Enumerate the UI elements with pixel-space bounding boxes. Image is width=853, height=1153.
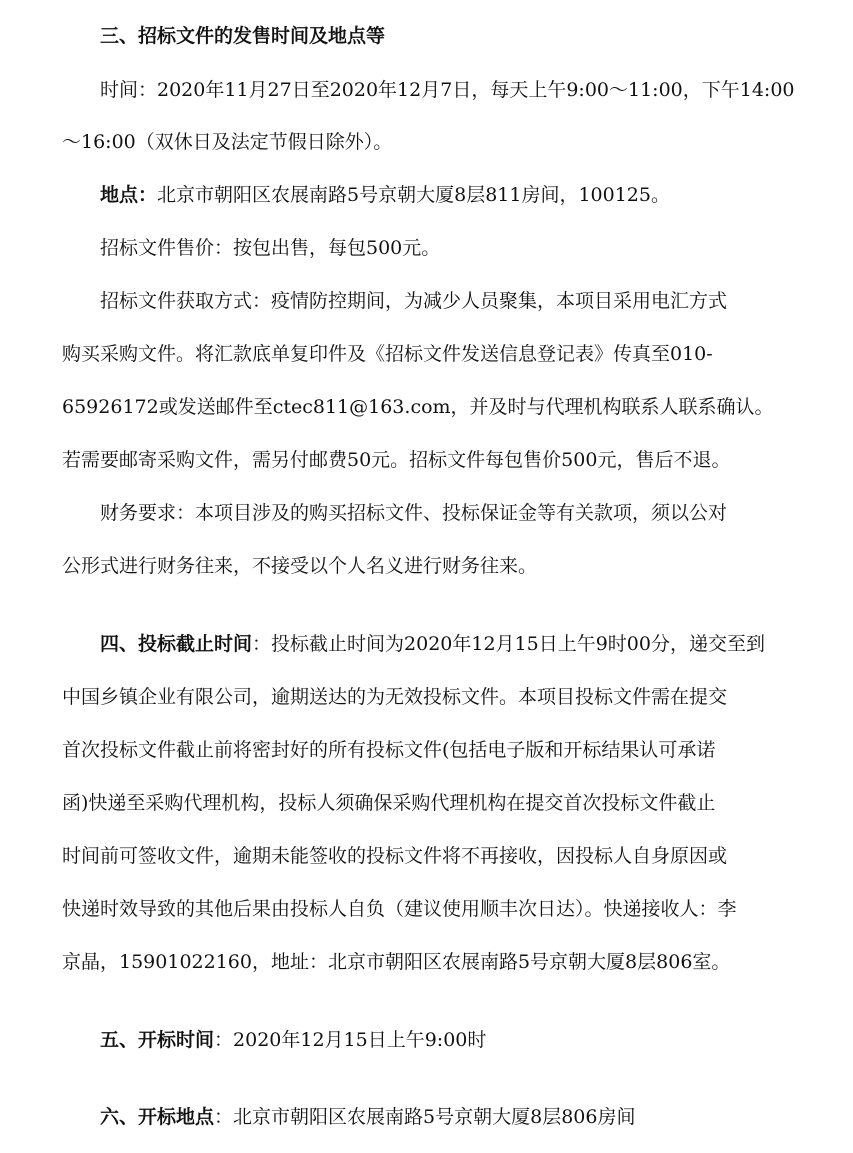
section4-heading: 四、投标截止时间 <box>100 633 253 655</box>
method-line-1: 招标文件获取方式：疫情防控期间，为减少人员聚集，本项目采用电汇方式 <box>100 290 728 312</box>
section4-line-3: 首次投标文件截止前将密封好的所有投标文件(包括电子版和开标结果认可承诺 <box>62 739 716 761</box>
section5-line <box>100 1020 802 1060</box>
price-line: 招标文件售价：按包出售，每包500元。 <box>100 237 441 259</box>
sale-location-line <box>100 175 802 215</box>
method-line-2: 购买采购文件。将汇款底单复印件及《招标文件发送信息登记表》传真至010- <box>62 343 713 365</box>
method-line-4: 若需要邮寄采购文件，需另付邮费50元。招标文件每包售价500元，售后不退。 <box>62 449 731 471</box>
location-label: 地点： <box>100 184 158 206</box>
location-value: 北京市朝阳区农展南路5号京朝大厦8层811房间，100125。 <box>157 184 670 206</box>
section4-line-1-rest: ：投标截止时间为2020年12月15日上午9时00分，递交至到 <box>252 633 765 655</box>
section4-line-4: 函)快递至采购代理机构，投标人须确保采购代理机构在提交首次投标文件截止 <box>62 792 716 814</box>
section3-heading: 三、招标文件的发售时间及地点等 <box>100 25 386 47</box>
section4-line-5: 时间前可签收文件，逾期未能签收的投标文件将不再接收，因投标人自身原因或 <box>62 845 728 867</box>
section4-line-7: 京晶，15901022160，地址：北京市朝阳区农展南路5号京朝大厦8层806室。 <box>62 951 731 973</box>
sale-time-line-2: ～16:00（双休日及法定节假日除外）。 <box>62 131 393 153</box>
section5-heading: 五、开标时间 <box>100 1029 215 1051</box>
section4-line-6: 快递时效导致的其他后果由投标人自负（建议使用顺丰次日达）。快递接收人：李 <box>62 898 737 920</box>
section6-line <box>100 1097 802 1137</box>
method-line-3: 65926172或发送邮件至ctec811@163.com，并及时与代理机构联系人联系确认。 <box>62 396 774 418</box>
section4-line-1 <box>100 624 802 664</box>
section5-value: ：2020年12月15日上午9:00时 <box>214 1029 487 1051</box>
sale-time-line-1: 时间：2020年11月27日至2020年12月7日，每天上午9:00～11:00，下午14:00 <box>100 79 795 101</box>
section4-line-2: 中国乡镇企业有限公司，逾期送达的为无效投标文件。本项目投标文件需在提交 <box>62 686 728 708</box>
finance-line-1: 财务要求：本项目涉及的购买招标文件、投标保证金等有关款项，须以公对 <box>100 502 728 524</box>
finance-line-2: 公形式进行财务往来，不接受以个人名义进行财务往来。 <box>62 555 538 577</box>
section6-heading: 六、开标地点 <box>100 1106 215 1128</box>
section6-value: ：北京市朝阳区农展南路5号京朝大厦8层806房间 <box>214 1106 636 1128</box>
